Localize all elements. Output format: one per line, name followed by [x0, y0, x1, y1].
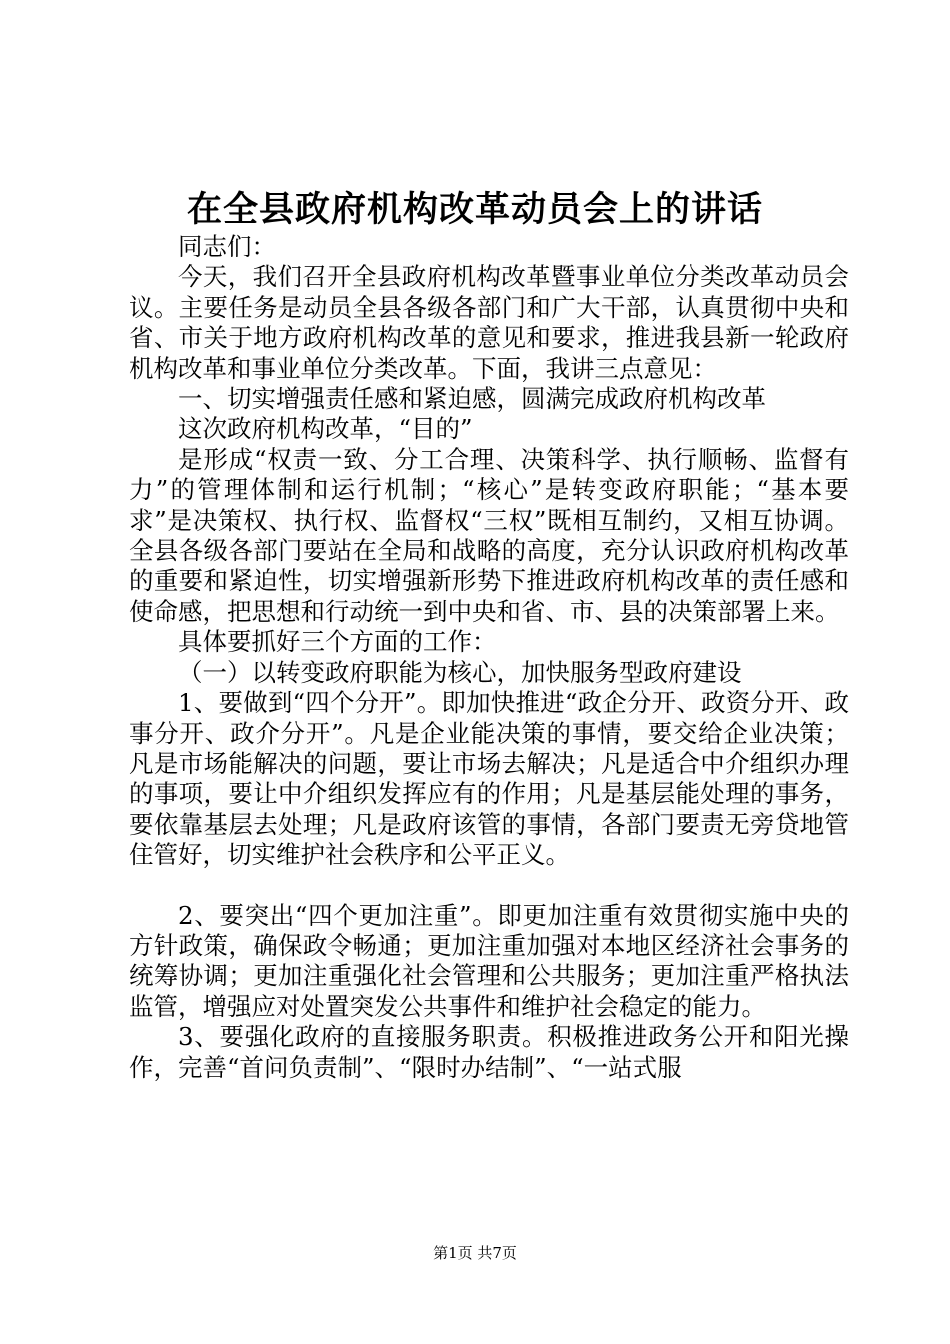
document-title: 在全县政府机构改革动员会上的讲话 — [186, 189, 763, 230]
paragraph-purpose: 这次政府机构改革，“目的” — [178, 414, 473, 444]
paragraph-intro: 今天，我们召开全县政府机构改革暨事业单位分类改革动员会议。主要任务是动员全县各级各部门和广大干部，认真贯彻中央和省、市关于地方政府机构改革的意见和要求，推进我县新一轮政府机构改革和事业单位分类改革。下面，我讲三点意见： — [129, 262, 849, 383]
page-footer: 第1页 共7页 — [433, 1244, 517, 1262]
paragraph-point-3: 3、要强化政府的直接服务职责。积极推进政务公开和阳光操作，完善“首问负责制”、“限时办结制”、“一站式服 — [129, 1022, 849, 1082]
paragraph-point-2: 2、要突出“四个更加注重”。即更加注重有效贯彻实施中央的方针政策，确保政令畅通；更加注重加强对本地区经济社会事务的统筹协调；更加注重强化社会管理和公共服务；更加注重严格执法监管，增强应对处置突发公共事件和维护社会稳定的能力。 — [129, 900, 849, 1021]
salutation: 同志们： — [178, 232, 276, 261]
document-body — [129, 232, 849, 1083]
paragraph-tasks: 具体要抓好三个方面的工作： — [178, 627, 497, 657]
section-heading-1: 一、切实增强责任感和紧迫感，圆满完成政府机构改革 — [178, 384, 766, 414]
paragraph-core: 是形成“权责一致、分工合理、决策科学、执行顺畅、监督有力”的管理体制和运行机制；“核心”是转变政府职能；“基本要求”是决策权、执行权、监督权“三权”既相互制约，又相互协调。全县各级各部门要站在全局和战略的高度，充分认识政府机构改革的重要和紧迫性，切实增强新形势下推进政府机构改革的责任感和使命感，把思想和行动统一到中央和省、市、县的决策部署上来。 — [129, 444, 849, 626]
paragraph-point-1: 1、要做到“四个分开”。即加快推进“政企分开、政资分开、政事分开、政介分开”。凡是企业能决策的事情，要交给企业决策；凡是市场能解决的问题，要让市场去解决；凡是适合中介组织办理的事项，要让中介组织发挥应有的作用；凡是基层能处理的事务，要依靠基层去处理；凡是政府该管的事情，各部门要责无旁贷地管住管好，切实维护社会秩序和公平正义。 — [129, 688, 849, 870]
subsection-heading-1: （一）以转变政府职能为核心，加快服务型政府建设 — [178, 657, 742, 687]
